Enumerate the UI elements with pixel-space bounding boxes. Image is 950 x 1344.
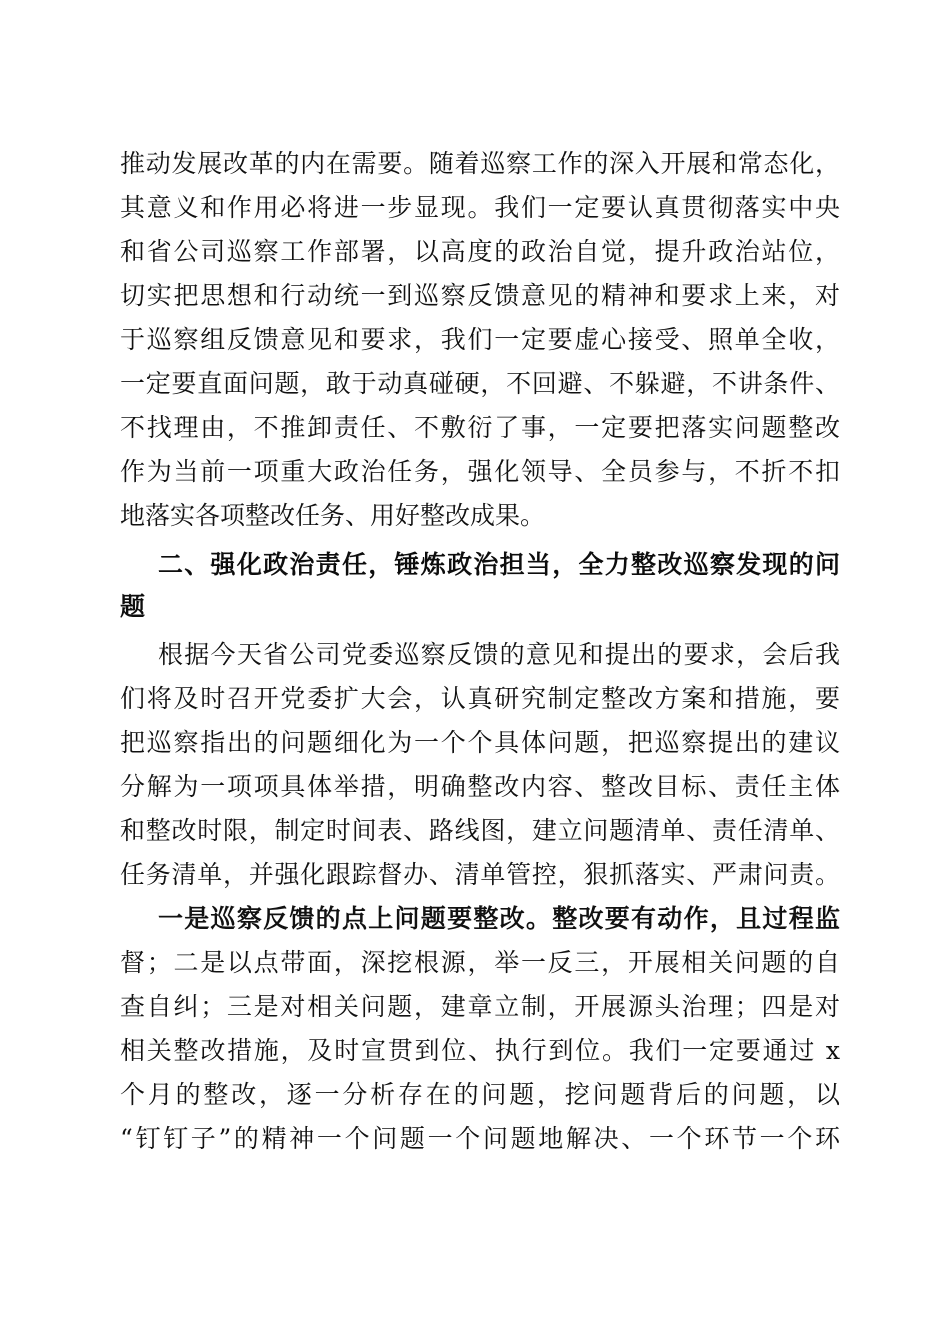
paragraph-3-line-1: 一是巡察反馈的点上问题要整改。整改要有动作，且过程监 xyxy=(158,904,840,933)
paragraph-2-line-4: 分解为一项项具体举措，明确整改内容、整改目标、责任主体 xyxy=(120,772,840,801)
paragraph-3-line-6: “钉钉子”的精神一个问题一个问题地解决、一个环节一个环 xyxy=(120,1124,840,1153)
paragraph-1-line-4: 切实把思想和行动统一到巡察反馈意见的精神和要求上来，对 xyxy=(120,281,840,310)
paragraph-1-line-2: 其意义和作用必将进一步显现。我们一定要认真贯彻落实中央 xyxy=(120,193,840,222)
paragraph-1-line-6: 一定要直面问题，敢于动真碰硬，不回避、不躲避，不讲条件、 xyxy=(120,369,840,398)
paragraph-2-line-6: 任务清单，并强化跟踪督办、清单管控，狠抓落实、严肃问责。 xyxy=(120,860,840,889)
paragraph-3-line-3: 查自纠；三是对相关问题，建章立制，开展源头治理；四是对 xyxy=(120,992,840,1021)
section-heading-line-1: 二、强化政治责任，锤炼政治担当，全力整改巡察发现的问 xyxy=(158,550,840,579)
paragraph-2-line-3: 把巡察指出的问题细化为一个个具体问题，把巡察提出的建议 xyxy=(120,728,840,757)
paragraph-1-line-8: 作为当前一项重大政治任务，强化领导、全员参与，不折不扣 xyxy=(120,457,840,486)
paragraph-1-line-3: 和省公司巡察工作部署，以高度的政治自觉，提升政治站位， xyxy=(120,237,840,266)
paragraph-3-line-5: 个月的整改，逐一分析存在的问题，挖问题背后的问题，以 xyxy=(120,1080,840,1109)
paragraph-1-line-5: 于巡察组反馈意见和要求，我们一定要虚心接受、照单全收， xyxy=(120,325,840,354)
paragraph-1-line-7: 不找理由，不推卸责任、不敷衍了事，一定要把落实问题整改 xyxy=(120,413,840,442)
paragraph-1-line-9: 地落实各项整改任务、用好整改成果。 xyxy=(120,501,546,530)
paragraph-2-line-1: 根据今天省公司党委巡察反馈的意见和提出的要求，会后我 xyxy=(158,640,840,669)
section-heading-line-2: 题 xyxy=(120,592,146,621)
paragraph-3-line-4: 相关整改措施，及时宣贯到位、执行到位。我们一定要通过 x xyxy=(120,1036,840,1065)
paragraph-2-line-5: 和整改时限，制定时间表、路线图，建立问题清单、责任清单、 xyxy=(120,816,840,845)
paragraph-1-line-1: 推动发展改革的内在需要。随着巡察工作的深入开展和常态化， xyxy=(120,149,840,178)
paragraph-3-line-2: 督；二是以点带面，深挖根源，举一反三，开展相关问题的自 xyxy=(120,948,840,977)
paragraph-2-line-2: 们将及时召开党委扩大会，认真研究制定整改方案和措施，要 xyxy=(120,684,840,713)
